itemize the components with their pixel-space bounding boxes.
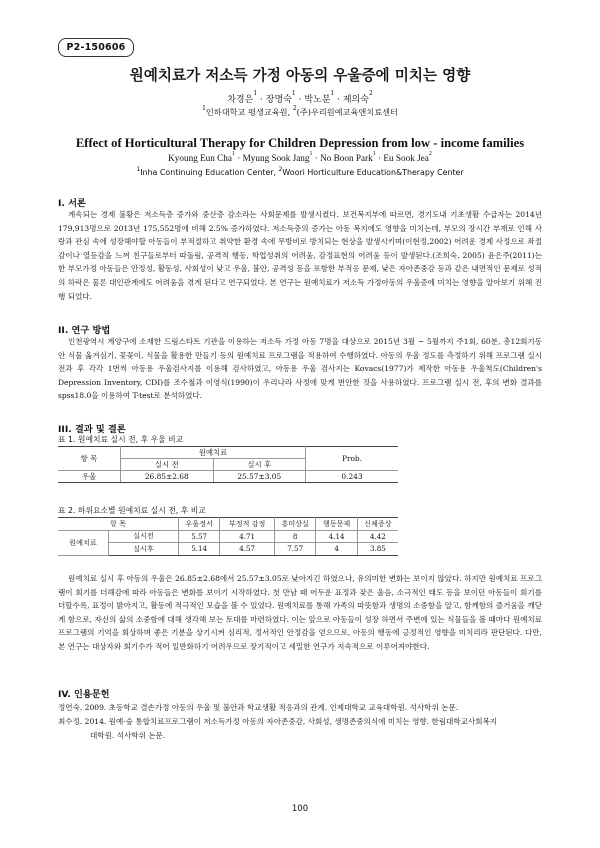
table2-row-label: 실시전 xyxy=(109,530,179,543)
affil-sup: 2 xyxy=(278,166,283,173)
author-sup: 1 xyxy=(309,151,313,157)
table2-cell: 3.85 xyxy=(357,543,398,556)
author-separator: · xyxy=(312,153,321,163)
korean-affiliations xyxy=(0,107,600,118)
table2-cell: 4.57 xyxy=(220,543,275,556)
table2-group-label: 원예치료 xyxy=(58,530,109,555)
affil-text: Inha Continuing Education Center, xyxy=(140,168,279,177)
reference-list xyxy=(58,701,548,743)
author-name: No Boon Park xyxy=(320,153,373,163)
table2-cell: 8 xyxy=(274,530,315,543)
table1-depression-comparison xyxy=(58,446,398,483)
affil-sup: 1 xyxy=(202,105,206,112)
table2-cell: 4.14 xyxy=(316,530,357,543)
table1-cell-prob: 0.243 xyxy=(306,471,399,483)
reference-item-continuation: 대학원. 석사학위 논문. xyxy=(90,731,166,740)
author-name: Kyoung Eun Cha xyxy=(168,153,232,163)
author-name: 제의숙 xyxy=(342,95,369,105)
author-name: 차경은 xyxy=(227,95,254,105)
results-paragraph: 원예치료 실시 후 아동의 우울은 26.85±2.68에서 25.57±3.05로 낮아지긴 하였으나, 유의미한 변화는 보이지 않았다. 하지만 원예치료 프로그램이 회기를 더해감에 따라 아동들은 변화를 보이기 시작하였다. 첫 만남 때 어두운 표정과 잦은 울음, 소극적인 태도 등을 보이던 아동들이 회기를 더할수록, 표정이 밝아지고, 활동에 적극적인 모습을 볼 수 있었다. 원예치료를 통해 가족의 따뜻함과 생명의 소중함을 알고, 함께함의 즐거움을 깨닫게 함으로, 자신의 삶의 소중함에 대해 생각해 보는 토대를 마련하였다. 이는 앞으로 아동들이 성장 하면서 주변에 있는 식물들을 볼 때마다 원예치료 프로그램의 기억을 회상하며 좋은 기분을 상기시켜 심리적, 정서적인 안정감을 얻으므로, 아동의 행동에 긍정적인 영향을 미치리라 판단된다. 다만, 본 연구는 대상자와 회기수가 적어 일반화하기 어려우므로 장기적이고 세밀한 연구가 지속적으로 이루어져야한다. xyxy=(58,574,542,651)
affil-text: Woori Horticulture Education&Therapy Center xyxy=(282,168,464,177)
author-name: Myung Sook Jang xyxy=(242,153,310,163)
table2-header: 부정적 감정 xyxy=(220,518,275,531)
reference-item: 최수정. 2014. 원예·숲 통합치료프로그램이 저소득가정 아동의 자아존중감, 사회성, 생명존중의식에 미치는 영향. 한림대학교사회복지 xyxy=(58,717,498,726)
table1-header-item: 항 목 xyxy=(58,447,121,471)
table2-cell: 4.71 xyxy=(220,530,275,543)
table2-cell: 4 xyxy=(316,543,357,556)
table2-row-label: 실시후 xyxy=(109,543,179,556)
author-sup: 2 xyxy=(368,90,373,97)
author-sup: 1 xyxy=(330,90,335,97)
section-heading-methods: II. 연구 방법 xyxy=(58,325,111,336)
table2-header: 행동문제 xyxy=(316,518,357,531)
section-heading-references: IV. 인용문헌 xyxy=(58,689,110,700)
author-name: 장명숙 xyxy=(265,95,292,105)
table2-cell: 7.57 xyxy=(274,543,315,556)
table2-header-item: 항 목 xyxy=(58,518,178,531)
introduction-paragraph: 계속되는 경제 불황은 저소득층 증가와 중산층 감소라는 사회문제를 발생시켰다. 보건복지부에 따르면, 경기도내 기초생활 수급자는 2014년 179,913명으로 2013년 175,552명에 비해 2.5% 증가하였다. 저소득층의 증가는 아동 복지에도 영향을 미치는데, 부모의 장시간 부재로 인해 사랑과 관심 속에 성장해야할 아동들이 부적절하고 취약한 환경 속에 무방비로 방치되는 현상을 발생시키며(이현정,2002) 어려운 경제 사정으로 좌절감이나 열등감을 느껴 친구들로부터 따돌림, 공격적 행동, 학업성취의 어려움, 감정표현의 어려움 등이 발생된다.(조희숙, 2005) 윤은주(2011)는 한 부모가정 아동들은 안정성, 활동성, 사회성이 낮고 우울, 불안, 공격성 등을 포함한 부적응 문제, 낮은 자아존중감 등과 같은 내면적인 문제로 성적의 하락은 물론 대인관계에도 어려움을 겪게 된다고 연구되었다. 본 연구는 원예치료가 저소득 가정아동의 우울증에 미치는 영향을 알아보기 위해 진행 되었다. xyxy=(58,210,542,301)
table1-header-prob: Prob. xyxy=(306,447,399,471)
english-authors xyxy=(0,153,600,163)
table2-header: 우울정서 xyxy=(178,518,219,531)
table2-caption: 표 2. 하위요소별 원예치료 실시 전, 후 비교 xyxy=(58,506,206,515)
author-sup: 1 xyxy=(231,151,235,157)
affil-sup: 1 xyxy=(136,166,141,173)
section-heading-results: III. 결과 및 결론 xyxy=(58,424,126,435)
affil-text: 인하대학교 평생교육원, xyxy=(205,107,293,117)
page-number: 100 xyxy=(291,804,309,814)
author-sup: 1 xyxy=(372,151,376,157)
table1-header-pre: 실시 전 xyxy=(121,459,214,471)
author-sup: 1 xyxy=(291,90,296,97)
author-separator: · xyxy=(260,95,263,105)
author-sup: 2 xyxy=(428,151,432,157)
table2-subfactor-comparison xyxy=(58,517,398,556)
author-sup: 1 xyxy=(253,90,258,97)
table2-header: 흥미상실 xyxy=(274,518,315,531)
reference-item: 정연숙. 2009. 초등학교 결손가정 아동의 우울 및 불안과 학교생활 적응과의 관계. 인제대학교 교육대학원. 석사학위 논문. xyxy=(58,703,459,712)
affil-sup: 2 xyxy=(292,105,297,112)
table2-cell: 5.57 xyxy=(178,530,219,543)
author-separator: · xyxy=(234,153,243,163)
table2-header: 신체증상 xyxy=(357,518,398,531)
table2-cell: 4.42 xyxy=(357,530,398,543)
korean-title: 원예치료가 저소득 가정 아동의 우울증에 미치는 영향 xyxy=(129,67,471,84)
korean-authors xyxy=(0,92,600,105)
table2-cell: 5.14 xyxy=(178,543,219,556)
author-name: 박노분 xyxy=(304,95,331,105)
table1-cell-pre: 26.85±2.68 xyxy=(121,471,214,483)
table1-caption: 표 1. 원예치료 실시 전, 후 우울 비교 xyxy=(58,435,184,444)
affil-text: (주)우리원예교육앤치료센터 xyxy=(296,107,398,117)
table1-header-post: 실시 후 xyxy=(213,459,306,471)
abstract-code-badge: P2-150606 xyxy=(58,38,134,57)
author-name: Eu Sook Jea xyxy=(383,153,429,163)
author-separator: · xyxy=(375,153,384,163)
table1-cell-post: 25.57±3.05 xyxy=(213,471,306,483)
section-heading-introduction: I. 서론 xyxy=(58,198,86,209)
table1-row-label: 우울 xyxy=(58,471,121,483)
table1-header-group: 원예치료 xyxy=(121,447,306,459)
author-separator: · xyxy=(337,95,340,105)
english-affiliations xyxy=(0,168,600,177)
author-separator: · xyxy=(298,95,302,105)
methods-paragraph: 인천광역시 계양구에 소재한 드림스타트 기관을 이용하는 저소득 가정 아동 7명을 대상으로 2015년 3월 ~ 5월까지 주1회, 60분, 총12회기동안 식물 옮겨심기, 꽃꽂이, 식물을 활용한 만들기 등의 원예치료 프로그램을 적용하여 수행하였다. 아동의 우울 정도를 측정하기 위해 프로그램 실시 전과 후 각각 1번씩 아동용 우울검사지를 이용해 검사하였고, 아동용 우울 검사지는 Kovacs(1977)가 제작한 아동용 우울척도(Children's Depression Inventory, CDI)를 조수철과 이영식(1990)이 우리나라 사정에 맞게 번안한 것을 사용하였다. 프로그램 실시 전, 후의 변화 결과를 spss18.0을 이용하여 T-test로 분석하였다. xyxy=(58,337,542,401)
english-title: Effect of Horticultural Therapy for Children Depression from low - income families xyxy=(75,136,525,150)
